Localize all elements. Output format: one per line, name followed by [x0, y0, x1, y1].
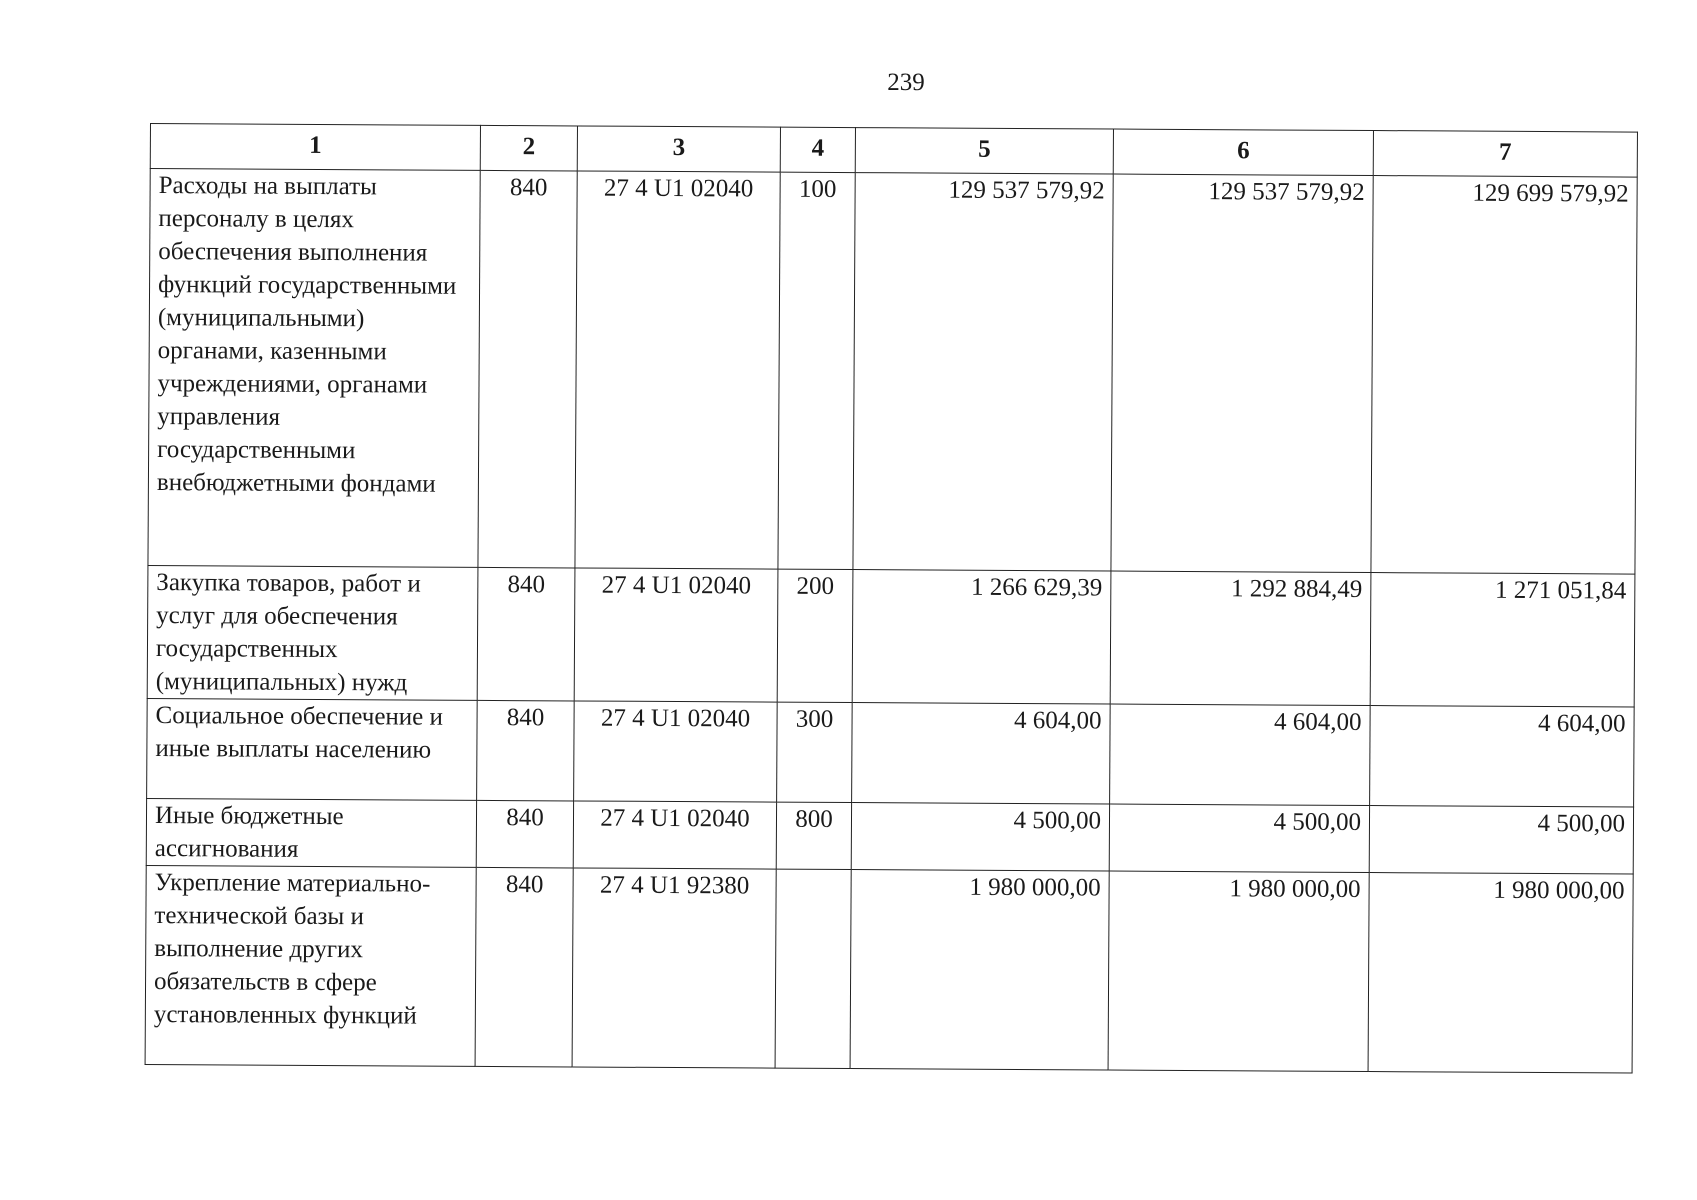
column-header-1: 1	[150, 124, 480, 171]
row-value-3-cell: 4 604,00	[1370, 706, 1635, 808]
row-target-cell: 27 4 U1 92380	[572, 868, 776, 1068]
table-row	[148, 169, 1637, 575]
row-target-cell: 27 4 U1 02040	[574, 568, 778, 702]
row-value-2-cell: 1 980 000,00	[1108, 871, 1369, 1071]
table-row	[145, 865, 1633, 1073]
row-name-cell: Иные бюджетные ассигнования	[146, 798, 476, 867]
row-code-cell: 840	[478, 170, 577, 568]
row-name-cell: Закупка товаров, работ и услуг для обеспечения государственных (муниципальных) нужд	[147, 565, 478, 700]
row-value-3-cell: 1 980 000,00	[1368, 873, 1633, 1074]
row-value-1-cell: 4 500,00	[851, 803, 1109, 871]
column-header-5: 5	[855, 128, 1113, 174]
row-value-1-cell: 129 537 579,92	[853, 173, 1113, 571]
row-value-1-cell: 1 266 629,39	[852, 570, 1111, 704]
row-code-cell: 840	[475, 867, 573, 1067]
row-type-cell: 300	[777, 702, 853, 802]
column-header-4: 4	[780, 127, 855, 172]
row-value-3-cell: 129 699 579,92	[1371, 176, 1637, 575]
budget-table	[145, 123, 1638, 1074]
column-header-7: 7	[1373, 131, 1637, 178]
row-type-cell: 100	[778, 172, 855, 569]
row-value-2-cell: 129 537 579,92	[1111, 174, 1373, 572]
column-header-3: 3	[577, 126, 780, 172]
row-target-cell: 27 4 U1 02040	[573, 801, 776, 869]
row-value-2-cell: 4 500,00	[1109, 804, 1369, 872]
row-name-cell: Расходы на выплаты персоналу в целях обеспечения выполнения функций государственными (муниципальными) органами, казенными учреждениями, органами управления государственными внебюджетными фондами	[148, 169, 480, 568]
row-type-cell: 800	[776, 802, 851, 869]
column-header-2: 2	[480, 125, 577, 171]
row-name-cell: Социальное обеспечение и иные выплаты населению	[147, 698, 478, 800]
table-row	[147, 565, 1635, 707]
column-header-6: 6	[1113, 129, 1373, 175]
row-code-cell: 840	[477, 700, 575, 801]
table-row	[147, 698, 1635, 807]
row-type-cell: 200	[777, 569, 853, 702]
row-code-cell: 840	[476, 800, 573, 868]
page-number: 239	[887, 69, 925, 96]
row-value-1-cell: 1 980 000,00	[850, 870, 1109, 1070]
row-name-cell: Укрепление материально-технической базы и выполнение других обязательств в сфере установленных функций	[145, 865, 476, 1066]
row-value-3-cell: 4 500,00	[1369, 806, 1633, 875]
row-value-3-cell: 1 271 051,84	[1370, 573, 1635, 708]
row-target-cell: 27 4 U1 02040	[574, 701, 778, 802]
row-value-1-cell: 4 604,00	[852, 703, 1111, 804]
row-value-2-cell: 4 604,00	[1110, 704, 1371, 805]
row-target-cell: 27 4 U1 02040	[575, 171, 780, 569]
table-row	[146, 798, 1633, 874]
row-code-cell: 840	[477, 567, 575, 701]
row-type-cell	[775, 869, 851, 1068]
row-value-2-cell: 1 292 884,49	[1110, 571, 1371, 705]
